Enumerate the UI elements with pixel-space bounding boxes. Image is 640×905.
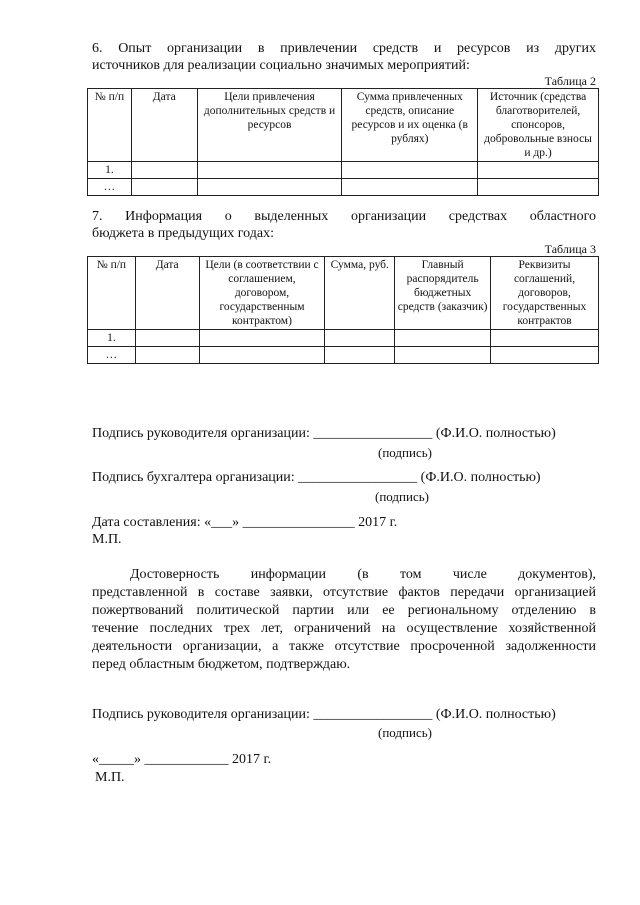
stamp-label: М.П. — [92, 532, 122, 547]
table3-header-cell: Цели (в соответствии с соглашением, договором, государственным контрактом) — [199, 257, 325, 330]
table-cell — [478, 162, 599, 179]
table2-header-cell: Цели привлечения дополнительных средств и ресурсов — [197, 89, 342, 162]
table2-header-cell: Источник (средства благотворителей, спонсоров, добровольные взносы и др.) — [478, 89, 599, 162]
table-cell — [197, 179, 342, 196]
table-cell: 1. — [88, 330, 136, 347]
table-cell — [478, 179, 599, 196]
table-cell — [131, 162, 197, 179]
table-row — [88, 347, 599, 364]
final-stamp-label: М.П. — [95, 770, 125, 785]
table-cell — [395, 330, 491, 347]
table-cell — [325, 330, 395, 347]
table2-header-cell: Сумма привлеченных средств, описание ресурсов и их оценка (в рублях) — [342, 89, 478, 162]
table-cell — [395, 347, 491, 364]
table-cell — [197, 162, 342, 179]
table2-header-cell: № п/п — [88, 89, 132, 162]
certification-line5: деятельности организации, а также отсутствие просроченной задолженности — [92, 639, 596, 654]
table-row — [88, 330, 599, 347]
certification-line1: Достоверность информации (в том числе документов), — [130, 567, 596, 582]
certification-line4: течение последних трех лет, ограничений на осуществление хозяйственной — [92, 621, 596, 636]
table3-header-cell: Сумма, руб. — [325, 257, 395, 330]
final-head-signature-caption: (подпись) — [378, 725, 432, 740]
table-row — [88, 162, 599, 179]
final-head-signature-line: Подпись руководителя организации: _________________ (Ф.И.О. полностью) — [92, 707, 556, 722]
table2-caption: Таблица 2 — [544, 74, 596, 88]
table-cell — [199, 330, 325, 347]
table3-header-cell: Дата — [135, 257, 199, 330]
table2-header-row — [88, 89, 599, 162]
table-cell — [135, 330, 199, 347]
table-cell — [342, 162, 478, 179]
certification-line2: представленной в составе заявки, отсутствие фактов передачи организацией — [92, 585, 596, 600]
head-signature-caption: (подпись) — [378, 445, 432, 460]
table-cell: 1. — [88, 162, 132, 179]
table2 — [87, 88, 599, 196]
table-cell: … — [88, 347, 136, 364]
section7-heading-line1: 7. Информация о выделенных организации средствах областного — [92, 209, 596, 224]
table3 — [87, 256, 599, 364]
table-cell — [135, 347, 199, 364]
table2-header-cell: Дата — [131, 89, 197, 162]
table-cell — [199, 347, 325, 364]
table-cell: … — [88, 179, 132, 196]
head-signature-line: Подпись руководителя организации: _________________ (Ф.И.О. полностью) — [92, 426, 556, 441]
table-cell — [491, 330, 599, 347]
accountant-signature-line: Подпись бухгалтера организации: _________________ (Ф.И.О. полностью) — [92, 470, 541, 485]
table-cell — [491, 347, 599, 364]
table-cell — [342, 179, 478, 196]
section6-heading-line2: источников для реализации социально значимых мероприятий: — [92, 58, 470, 73]
table-cell — [325, 347, 395, 364]
table3-caption: Таблица 3 — [544, 242, 596, 256]
date-line: Дата составления: «___» ________________ 2017 г. — [92, 515, 398, 530]
table3-header-cell: № п/п — [88, 257, 136, 330]
certification-line6: перед областным бюджетом, подтверждаю. — [92, 657, 351, 672]
accountant-signature-caption: (подпись) — [375, 489, 429, 504]
certification-line3: пожертвований политической партии или ее региональному отделению в — [92, 603, 596, 618]
section6-heading-line1: 6. Опыт организации в привлечении средств и ресурсов из других — [92, 41, 596, 56]
table3-header-cell: Реквизиты соглашений, договоров, государственных контрактов — [491, 257, 599, 330]
table-row — [88, 179, 599, 196]
section7-heading-line2: бюджета в предыдущих годах: — [92, 226, 274, 241]
table3-header-row — [88, 257, 599, 330]
final-date-line: «_____» ____________ 2017 г. — [92, 752, 272, 767]
table3-header-cell: Главный распорядитель бюджетных средств (заказчик) — [395, 257, 491, 330]
table-cell — [131, 179, 197, 196]
